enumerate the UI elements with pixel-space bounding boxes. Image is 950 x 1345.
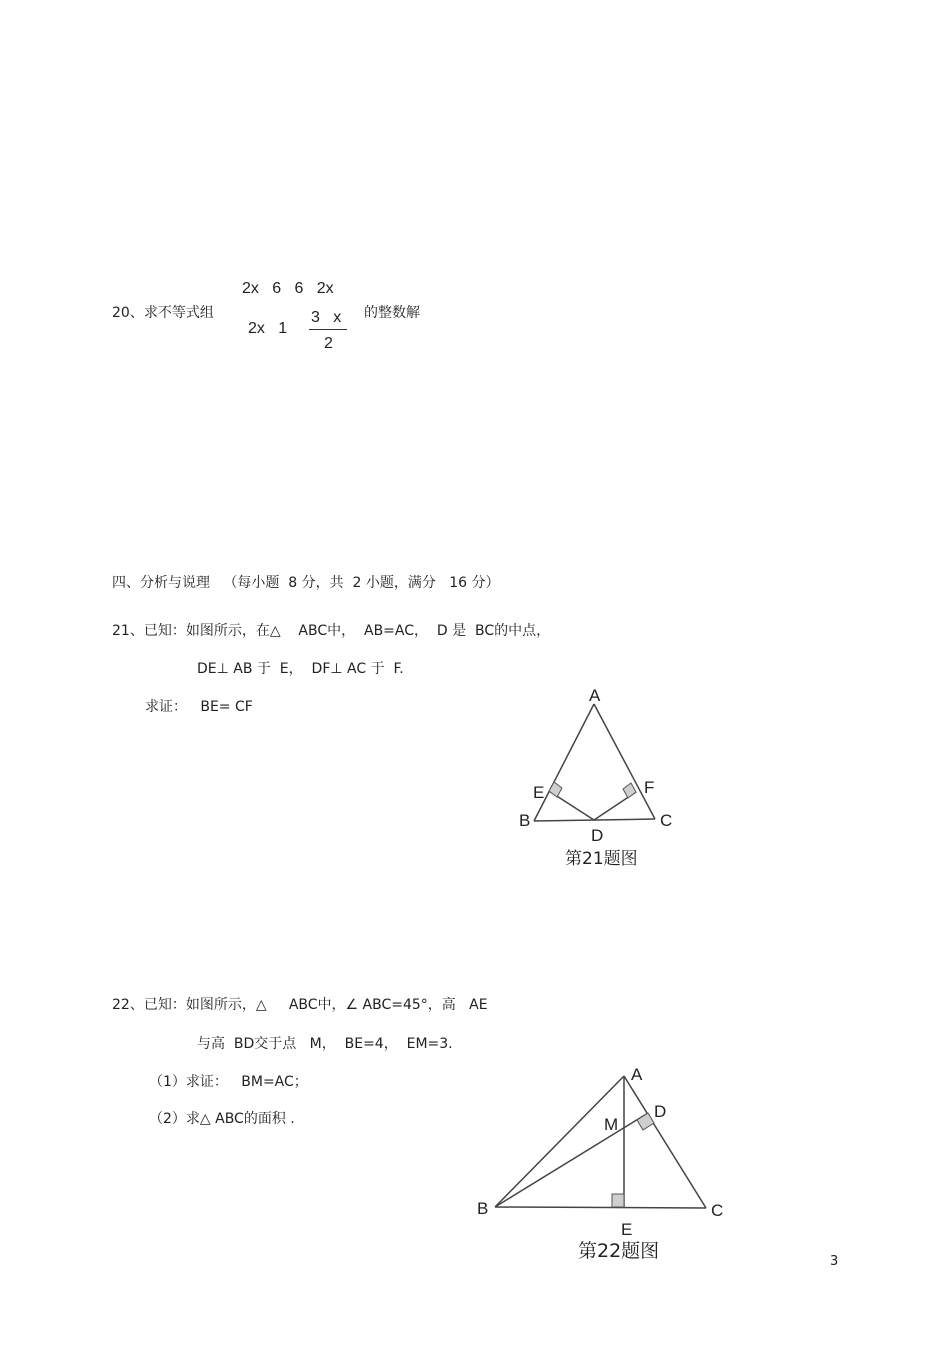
q22-label-a: A bbox=[631, 1065, 643, 1084]
q21-label-e: E bbox=[533, 783, 545, 802]
page-number: 3 bbox=[830, 1254, 839, 1269]
q22-label-b: B bbox=[477, 1199, 489, 1218]
q21-right-angle-e bbox=[549, 782, 562, 797]
q20-suffix: 的整数解 bbox=[364, 305, 420, 321]
q22-side-ac bbox=[624, 1076, 706, 1208]
q22-label-m: M bbox=[604, 1115, 619, 1134]
q20-fraction-denominator: 2 bbox=[324, 335, 333, 352]
q20-fraction-numerator: 3 x bbox=[311, 309, 342, 326]
q22-line2: 与高 BD交于点 M， BE=4， EM=3. bbox=[197, 1036, 453, 1052]
q21-label-d: D bbox=[591, 826, 604, 845]
q22-side-ab bbox=[495, 1076, 624, 1207]
q21-label-c: C bbox=[660, 811, 673, 830]
q21-label-b: B bbox=[519, 811, 531, 830]
q22-side-bc bbox=[495, 1207, 706, 1208]
q22-part1: （1）求证： BM=AC； bbox=[149, 1074, 308, 1090]
q21-line2: DE⊥ AB 于 E， DF⊥ AC 于 F. bbox=[197, 661, 404, 677]
q22-right-angle-e bbox=[612, 1194, 624, 1207]
q21-figure bbox=[500, 680, 700, 880]
q20-inequality-line1: 2x 6 6 2x bbox=[242, 280, 334, 297]
q20-inequality-line2-left: 2x 1 bbox=[248, 320, 288, 337]
q21-figure-caption: 第21题图 bbox=[565, 849, 638, 869]
q21-label-a: A bbox=[589, 686, 601, 705]
q22-altitude-bd bbox=[495, 1113, 648, 1207]
q21-side-ac bbox=[594, 704, 655, 819]
q22-figure bbox=[470, 1055, 740, 1270]
section-4-title: 四、分析与说理 （每小题 8 分，共 2 小题，满分 16 分） bbox=[112, 575, 500, 591]
q21-line3: 求证： BE= CF bbox=[145, 699, 253, 715]
q22-part2: （2）求△ ABC的面积 . bbox=[149, 1111, 295, 1127]
q21-side-ab bbox=[534, 704, 594, 821]
q20-fraction-bar bbox=[309, 329, 347, 330]
q21-line1: 21、已知：如图所示，在△ ABC中， AB=AC， D 是 BC的中点， bbox=[112, 623, 551, 639]
q20-label: 20、求不等式组 bbox=[112, 305, 214, 321]
q22-label-e: E bbox=[621, 1220, 633, 1239]
q21-right-angle-f bbox=[623, 783, 636, 798]
q22-figure-caption: 第22题图 bbox=[578, 1240, 660, 1262]
q22-label-d: D bbox=[654, 1102, 667, 1121]
q21-label-f: F bbox=[644, 778, 655, 797]
q22-label-c: C bbox=[711, 1201, 724, 1220]
q22-line1: 22、已知：如图所示，△ ABC中，∠ ABC=45°，高 AE bbox=[112, 997, 488, 1013]
q22-right-angle-d bbox=[637, 1113, 654, 1130]
